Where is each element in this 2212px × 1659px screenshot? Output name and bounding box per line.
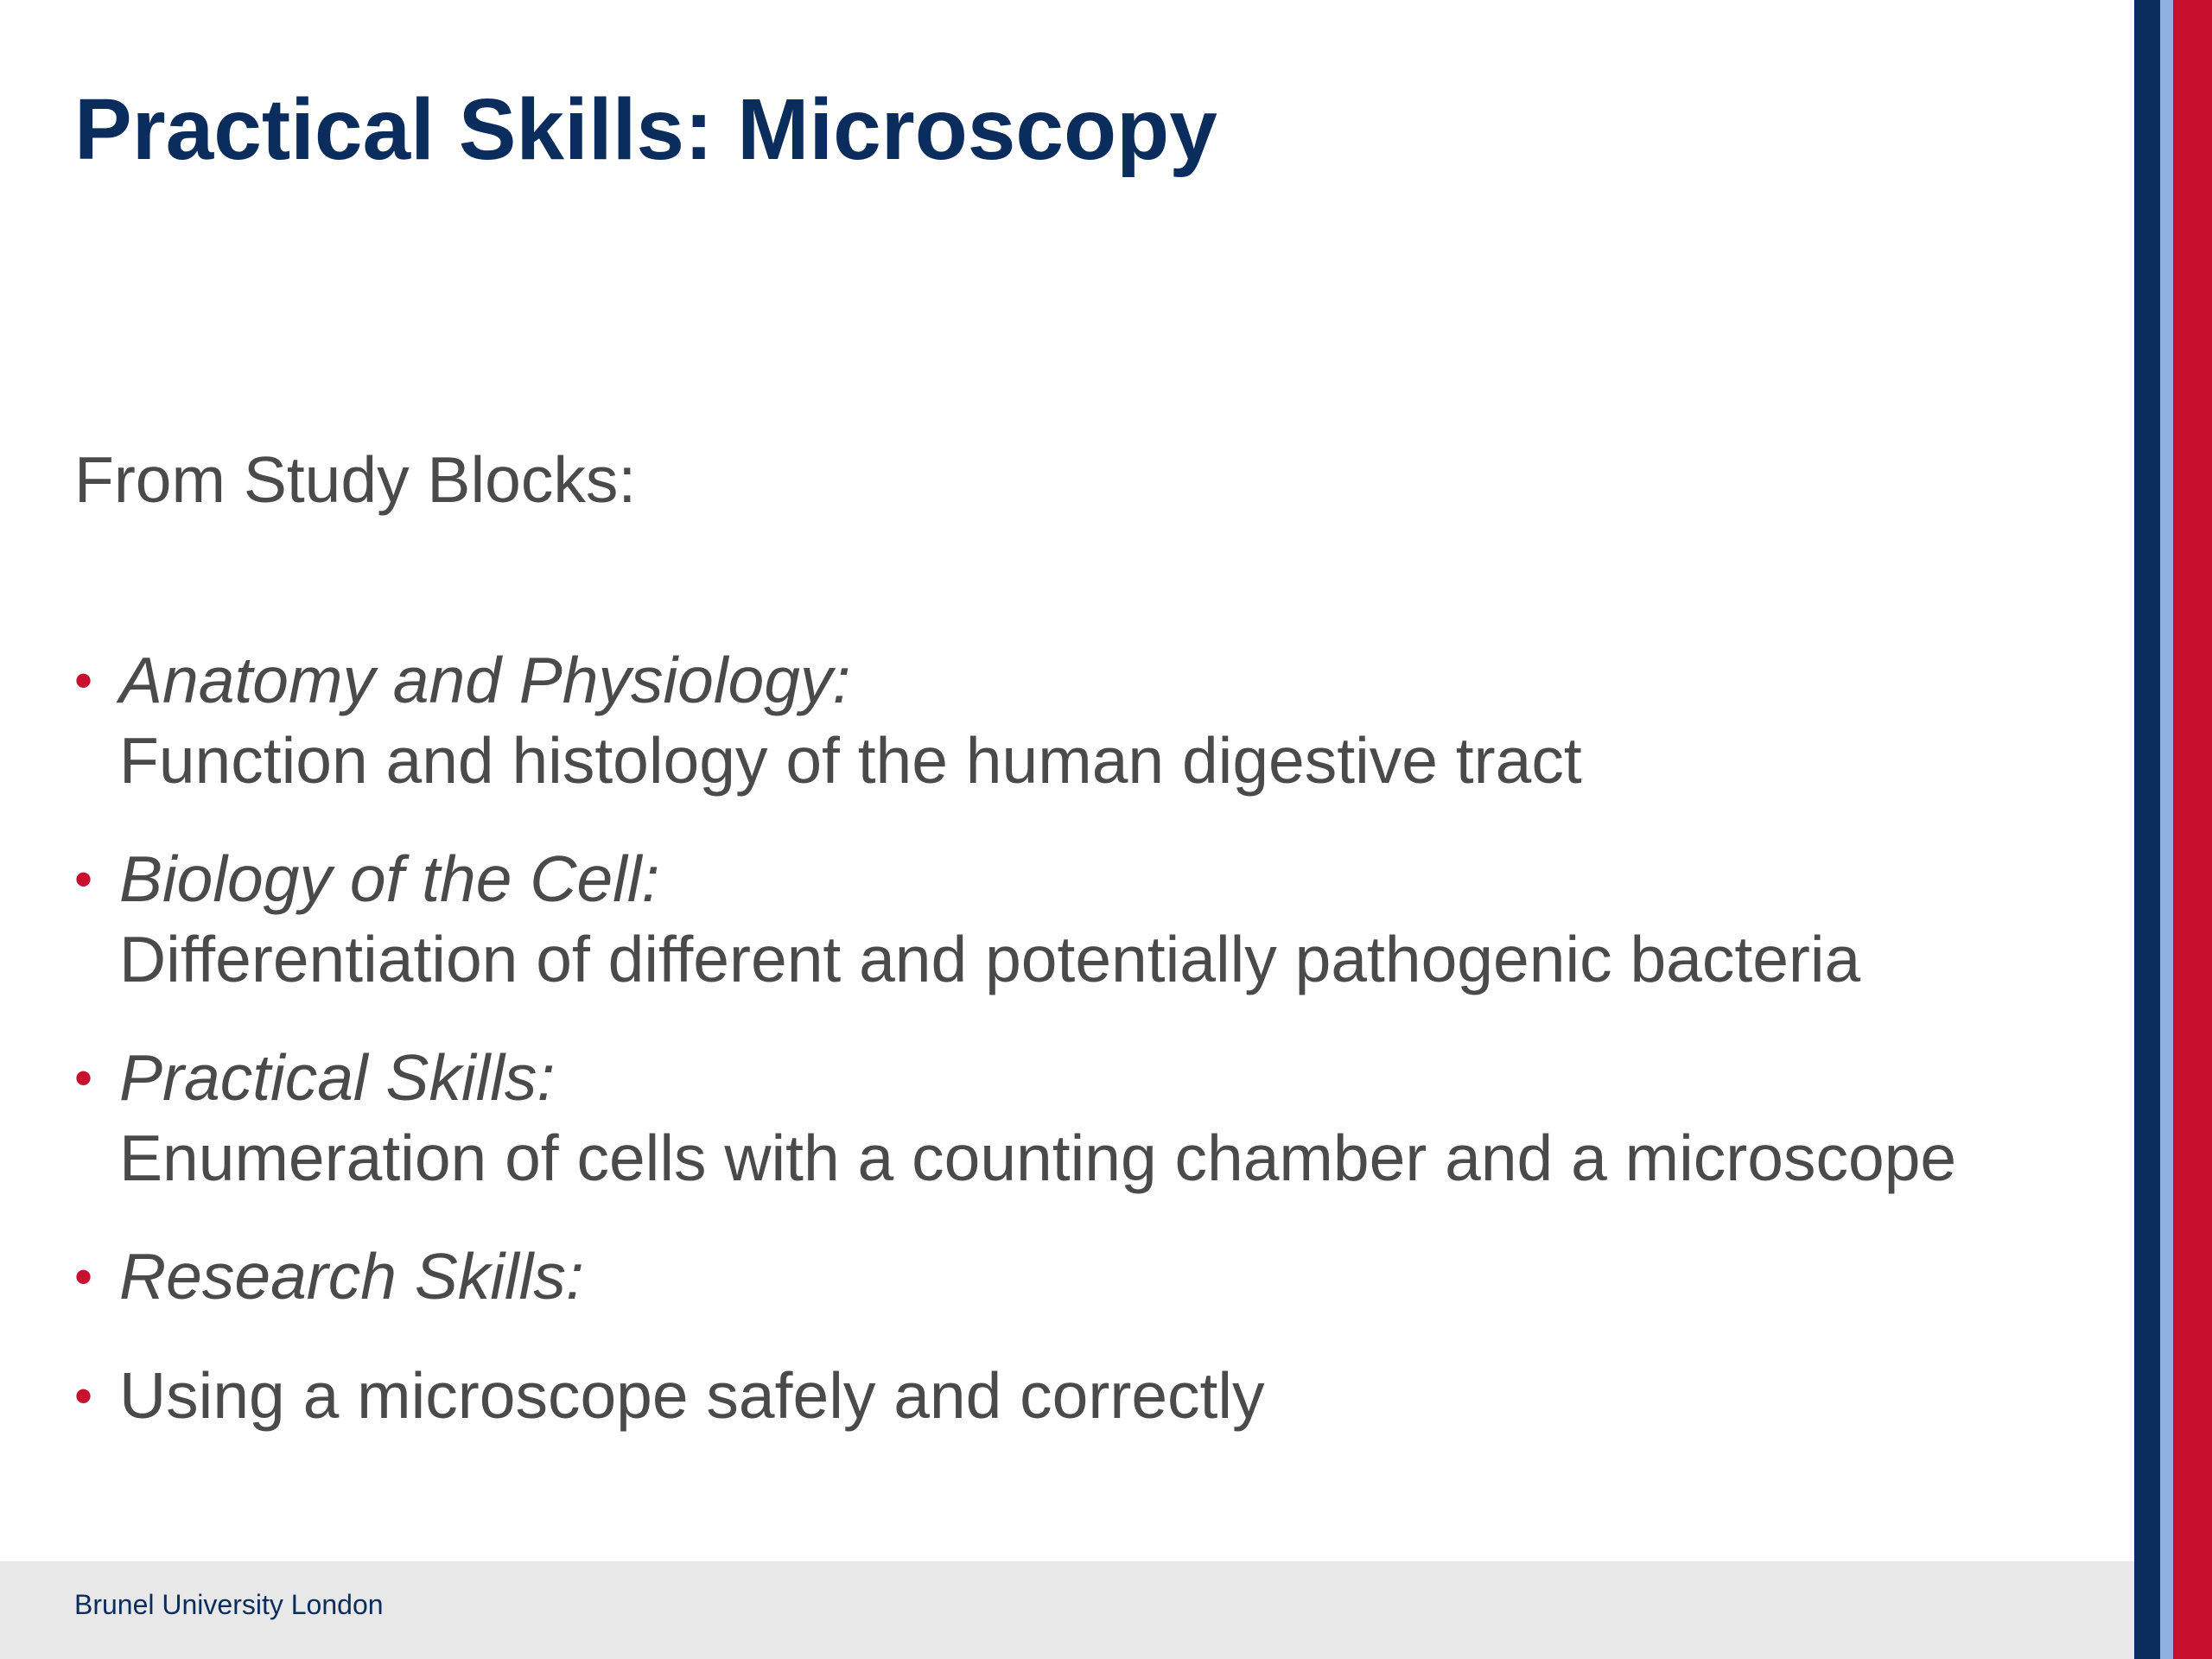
bullet-detail: Differentiation of different and potentially pathogenic bacteria — [119, 923, 1861, 995]
slide-title: Practical Skills: Microscopy — [74, 81, 1217, 178]
bullet-detail: Function and histology of the human digestive tract — [119, 724, 1582, 797]
bullet-marker: • — [74, 1248, 93, 1306]
bullet-marker: • — [74, 1049, 93, 1107]
bullet-heading: Practical Skills: — [119, 1041, 556, 1114]
bullet-heading: Biology of the Cell: — [119, 842, 660, 915]
footer-bar — [0, 1561, 2134, 1659]
bullet-marker: • — [74, 850, 93, 908]
bullet-text: Using a microscope safely and correctly — [119, 1359, 1265, 1432]
stripe-light-blue — [2160, 0, 2173, 1659]
bullet-detail: Enumeration of cells with a counting chamber and a microscope — [119, 1122, 1957, 1194]
stripe-navy — [2134, 0, 2160, 1659]
footer-brand: Brunel University London — [74, 1589, 384, 1620]
bullet-heading: Anatomy and Physiology: — [119, 644, 851, 716]
bullet-marker: • — [74, 652, 93, 709]
stripe-red — [2173, 0, 2212, 1659]
intro-text: From Study Blocks: — [74, 443, 637, 516]
bullet-marker: • — [74, 1367, 93, 1425]
bullet-heading: Research Skills: — [119, 1240, 584, 1313]
